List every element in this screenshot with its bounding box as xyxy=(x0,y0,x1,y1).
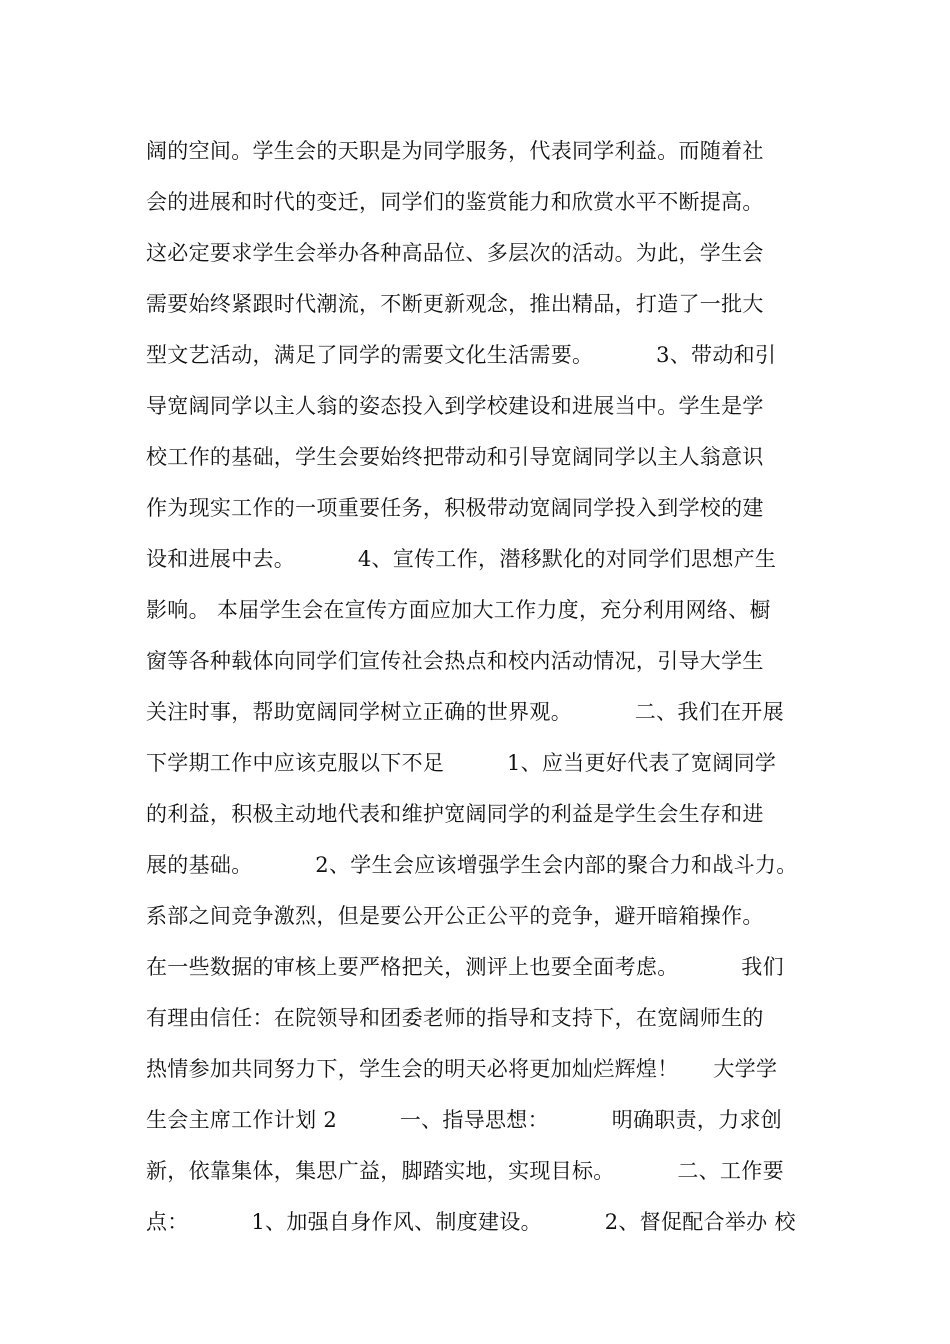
text-line: 有理由信任：在院领导和团委老师的指导和支持下，在宽阔师生的 xyxy=(146,1006,764,1030)
text-line: 的利益，积极主动地代表和维护宽阔同学的利益是学生会生存和进 xyxy=(146,802,764,826)
text-line: 影响。 本届学生会在宣传方面应加大工作力度，充分利用网络、橱 xyxy=(146,598,771,622)
text-line: 阔的空间。学生会的天职是为同学服务，代表同学利益。而随着社 xyxy=(146,139,764,163)
text-line: 展的基础。 2、学生会应该增强学生会内部的聚合力和战斗力。 xyxy=(146,853,798,877)
text-line: 型文艺活动，满足了同学的需要文化生活需要。 3、带动和引 xyxy=(146,343,777,367)
text-line: 点： 1、加强自身作风、制度建设。 2、督促配合举办 校 xyxy=(146,1210,796,1234)
text-line: 窗等各种载体向同学们宣传社会热点和校内活动情况，引导大学生 xyxy=(146,649,764,673)
text-line: 关注时事，帮助宽阔同学树立正确的世界观。 二、我们在开展 xyxy=(146,700,784,724)
text-line: 设和进展中去。 4、宣传工作，潜移默化的对同学们思想产生 xyxy=(146,547,777,571)
text-line: 导宽阔同学以主人翁的姿态投入到学校建设和进展当中。学生是学 xyxy=(146,394,764,418)
body-text xyxy=(146,126,826,1248)
text-line: 会的进展和时代的变迁，同学们的鉴赏能力和欣赏水平不断提高。 xyxy=(146,190,764,214)
text-line: 校工作的基础，学生会要始终把带动和引导宽阔同学以主人翁意识 xyxy=(146,445,764,469)
text-line: 这必定要求学生会举办各种高品位、多层次的活动。为此，学生会 xyxy=(146,241,764,265)
text-line: 作为现实工作的一项重要任务，积极带动宽阔同学投入到学校的建 xyxy=(146,496,764,520)
text-line: 新，依靠集体，集思广益，脚踏实地，实现目标。 二、工作要 xyxy=(146,1159,784,1183)
text-line: 下学期工作中应该克服以下不足 1、应当更好代表了宽阔同学 xyxy=(146,751,777,775)
text-line: 需要始终紧跟时代潮流，不断更新观念，推出精品，打造了一批大 xyxy=(146,292,764,316)
text-line: 热情参加共同努力下，学生会的明天必将更加灿烂辉煌！ 大学学 xyxy=(146,1057,778,1081)
text-line: 生会主席工作计划 2 一、指导思想： 明确职责，力求创 xyxy=(146,1108,783,1132)
text-line: 在一些数据的审核上要严格把关，测评上也要全面考虑。 我们 xyxy=(146,955,784,979)
text-line: 系部之间竞争激烈，但是要公开公正公平的竞争，避开暗箱操作。 xyxy=(146,904,764,928)
